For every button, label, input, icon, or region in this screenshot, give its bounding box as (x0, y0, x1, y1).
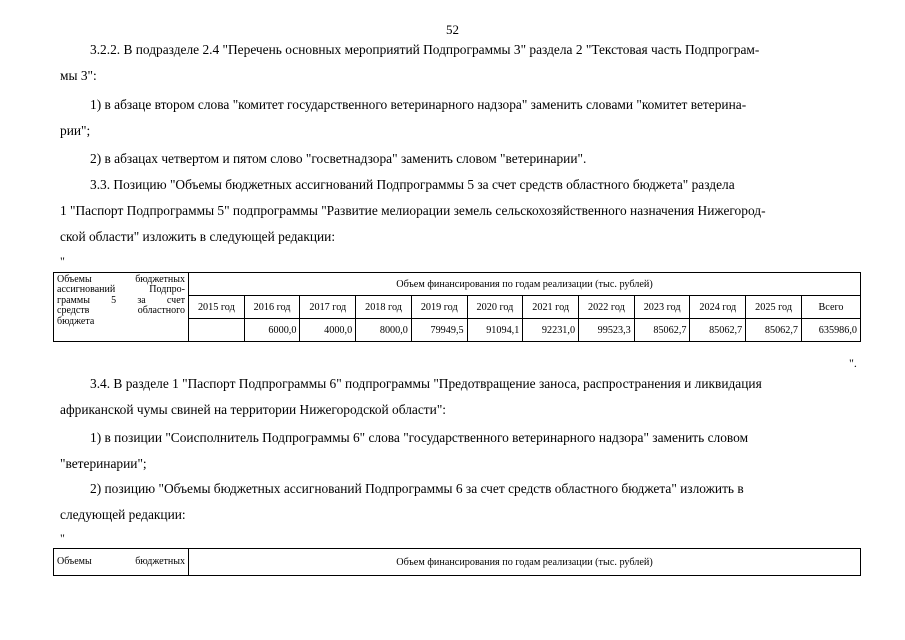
text-line: ской области" изложить в следующей редакции: (60, 229, 336, 244)
paragraph-3-4 (60, 371, 860, 423)
text-line: 1) в абзаце втором слова "комитет государственного ветеринарного надзора" заменить словами "комитет ветерина- (90, 97, 747, 112)
value-cell: 85062,7 (634, 319, 690, 342)
table-row-label (54, 549, 189, 576)
text-line: 3.2.2. В подразделе 2.4 "Перечень основных мероприятий Подпрограммы 3" раздела 2 "Текстовая часть Подпрограм- (90, 42, 760, 57)
close-quote: ". (849, 356, 857, 370)
text-line: африканской чумы свиней на территории Нижегородской области": (60, 402, 447, 417)
label-word: областного (137, 305, 185, 317)
year-cell: 2021 год (523, 296, 579, 319)
text-line: следующей редакции: (60, 507, 186, 522)
open-quote-2: " (60, 531, 65, 545)
label-line (57, 557, 185, 567)
year-cell: 2025 год (746, 296, 802, 319)
year-cell: 2020 год (467, 296, 523, 319)
year-cell: 2019 год (411, 296, 467, 319)
paragraph-3-4-item-1 (60, 425, 860, 477)
label-word: бюджетных (135, 555, 185, 567)
value-cell: 92231,0 (523, 319, 579, 342)
text-line: 2) в абзацах четвертом и пятом слово "госветнадзора" заменить словом "ветеринарии". (90, 151, 587, 166)
label-line: бюджета (57, 315, 95, 327)
text-line: 3.3. Позицию "Объемы бюджетных ассигнований Подпрограммы 5 за счет средств областного бюджета" раздела (90, 177, 735, 192)
value-cell: 85062,7 (746, 319, 802, 342)
label-word: за (137, 294, 146, 306)
table-header: Объем финансирования по годам реализации (тыс. рублей) (189, 273, 861, 296)
open-quote: " (60, 254, 65, 268)
label-word: граммы (57, 294, 90, 306)
label-word: средств (57, 305, 90, 317)
label-word: бюджетных (135, 274, 185, 285)
label-word: Подпро- (149, 284, 185, 296)
value-cell (189, 319, 245, 342)
text-line: мы 3": (60, 68, 97, 83)
year-cell: 2018 год (356, 296, 412, 319)
text-line: 2) позицию "Объемы бюджетных ассигнований Подпрограммы 6 за счет средств областного бюджета" изложить в (90, 481, 744, 496)
total-header-cell: Всего (802, 296, 861, 319)
label-word: Объемы (57, 555, 92, 567)
value-cell: 4000,0 (300, 319, 356, 342)
table-header: Объем финансирования по годам реализации (тыс. рублей) (189, 549, 861, 576)
paragraph-3-3 (60, 172, 860, 250)
label-word: счет (166, 294, 185, 306)
funding-table-subprogram-6 (53, 548, 861, 576)
table-row-label (54, 273, 189, 342)
value-cell: 91094,1 (467, 319, 523, 342)
value-cell: 79949,5 (411, 319, 467, 342)
paragraph-item-2 (60, 146, 860, 172)
value-cell: 6000,0 (244, 319, 300, 342)
value-cell: 85062,7 (690, 319, 746, 342)
value-cell: 99523,3 (579, 319, 635, 342)
year-cell: 2016 год (244, 296, 300, 319)
text-line: "ветеринарии"; (60, 456, 147, 471)
page-number: 52 (446, 22, 459, 37)
paragraph-3-4-item-2 (60, 476, 860, 528)
label-word: Объемы (57, 274, 92, 285)
year-cell: 2023 год (634, 296, 690, 319)
label-word: ассигнований (57, 284, 116, 296)
year-cell: 2015 год (189, 296, 245, 319)
total-value-cell: 635986,0 (802, 319, 861, 342)
year-cell: 2022 год (579, 296, 635, 319)
funding-table-subprogram-5 (53, 272, 861, 342)
year-cell: 2017 год (300, 296, 356, 319)
text-line: 3.4. В разделе 1 "Паспорт Подпрограммы 6" подпрограммы "Предотвращение заноса, распространения и ликвидация (90, 376, 762, 391)
paragraph-3-2-2 (60, 37, 860, 89)
year-cell: 2024 год (690, 296, 746, 319)
paragraph-item-1 (60, 92, 860, 144)
text-line: рии"; (60, 123, 91, 138)
text-line: 1 "Паспорт Подпрограммы 5" подпрограммы "Развитие мелиорации земель сельскохозяйственного назначения Нижегород- (60, 203, 766, 218)
text-line: 1) в позиции "Соисполнитель Подпрограммы 6" слова "государственного ветеринарного надзора" заменить словом (90, 430, 749, 445)
value-cell: 8000,0 (356, 319, 412, 342)
label-word: 5 (111, 294, 117, 306)
